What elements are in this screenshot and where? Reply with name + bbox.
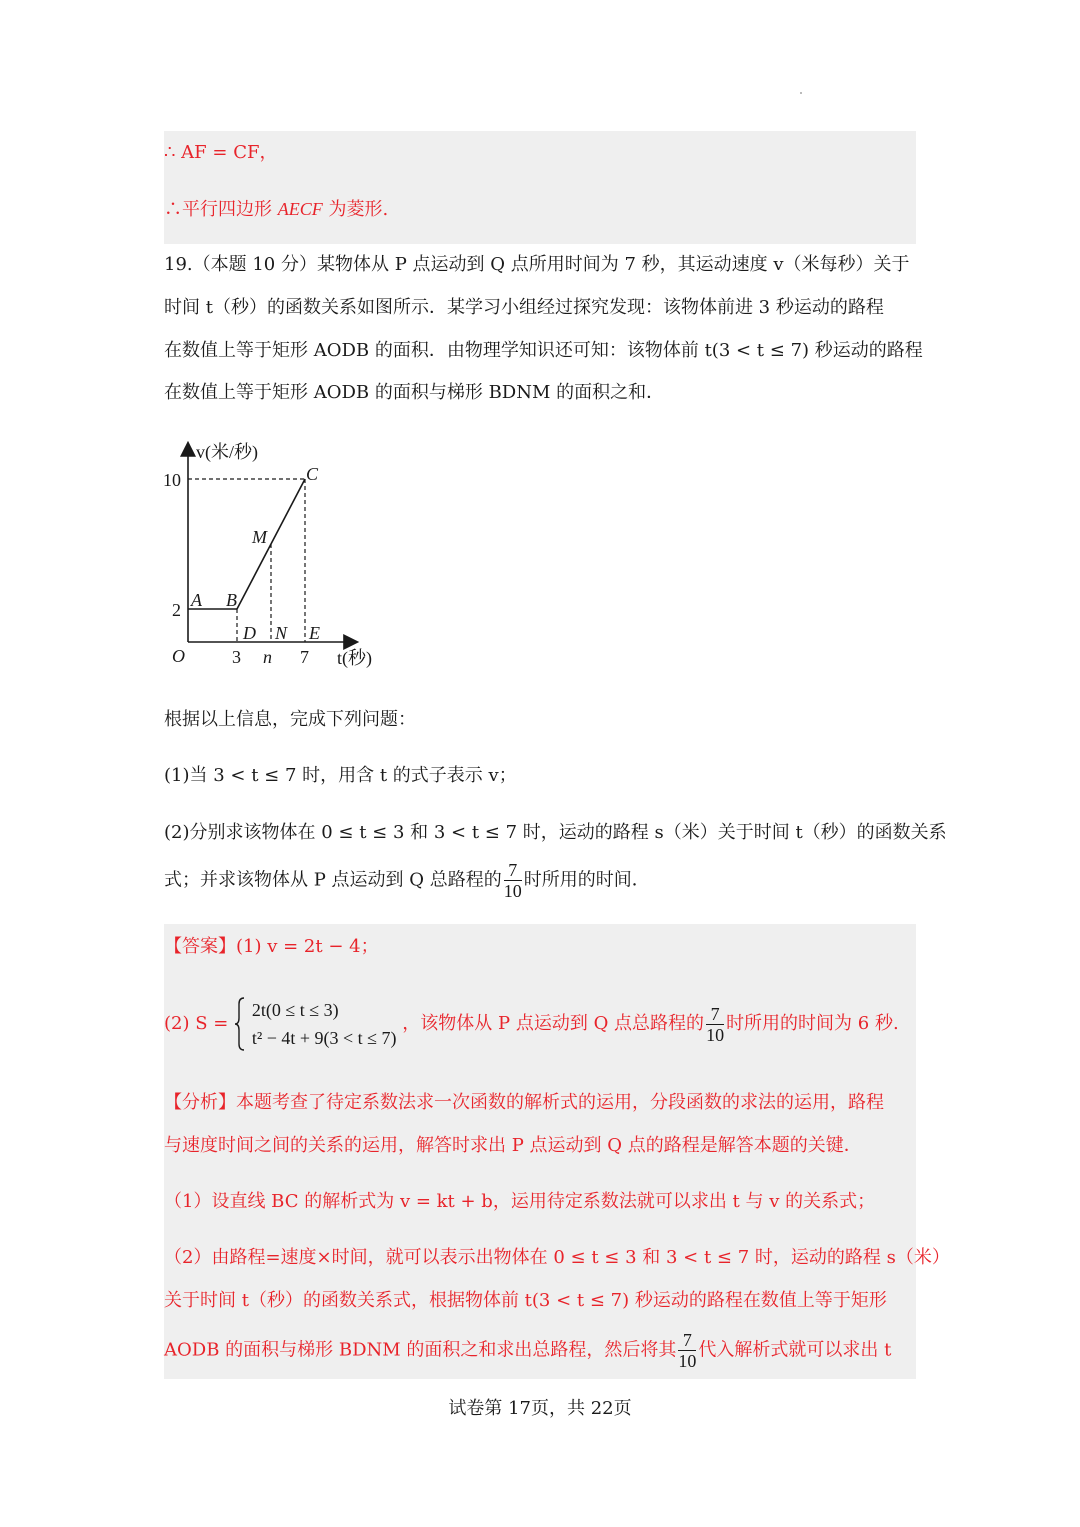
scan-speck [800,92,802,94]
analysis-line-4: （2）由路程=速度×时间，就可以表示出物体在 0 ≤ t ≤ 3 和 3 < t ≤ 7 时，运动的路程 s（米） [164,1247,950,1268]
answer-part-1: 【答案】(1) v = 2t − 4； [164,936,379,957]
x-axis-label: t(秒) [337,648,372,668]
point-label-n: N [275,623,288,643]
question-paragraph-line-2: 时间 t（秒）的函数关系如图所示．某学习小组经过探究发现：该物体前进 3 秒运动的路程 [164,297,884,318]
point-label-b: B [226,590,237,610]
fraction-seven-tenths: $\frac{7}{10}$ [678,1330,697,1371]
answer-tag: 【答案】 [164,936,236,957]
sub-question-2-line-2: 式；并求该物体从 P 点运动到 Q 总路程的 $\frac{7}{10}$ 时所用的时间． [164,860,650,901]
point-label-d: D [243,623,256,643]
y-tick-10: 10 [163,470,181,490]
analysis-line-1: 【分析】本题考查了待定系数法求一次函数的解析式的运用，分段函数的求法的运用，路程 [164,1092,884,1113]
point-label-c: C [306,464,319,484]
answer-part-2: (2) S = 2t(0 ≤ t ≤ 3) t² − 4t + 9(3 < t ≤ 7) ，该物体从 P 点运动到 Q 点总路程的 $\frac{7}{10}$ 时所用的时间为 6 秒. [164,996,899,1052]
analysis-line-6: AODB 的面积与梯形 BDNM 的面积之和求出总路程，然后将其 $\frac{7}{10}$ 代入解析式就可以求出 t [164,1330,892,1371]
point-label-e: E [309,623,320,643]
sub-questions-intro: 根据以上信息，完成下列问题： [164,709,416,730]
conclusion-line-2: ∴平行四边形 AECF 为菱形. [164,199,389,220]
piecewise-cases: 2t(0 ≤ t ≤ 3) t² − 4t + 9(3 < t ≤ 7) [251,1000,397,1048]
velocity-time-graph [160,430,390,675]
piecewise-brace [234,996,246,1052]
fraction-seven-tenths: $\frac{7}{10}$ [503,860,522,901]
x-tick-7: 7 [300,647,309,667]
page-footer: 试卷第 17页，共 22页 [448,1398,632,1419]
sub-question-2-line-1: (2)分别求该物体在 0 ≤ t ≤ 3 和 3 < t ≤ 7 时，运动的路程 s（米）关于时间 t（秒）的函数关系 [164,822,947,843]
origin-label: O [172,646,185,666]
y-axis-label: v(米/秒) [196,442,258,462]
x-tick-n: n [263,647,272,667]
analysis-line-2: 与速度时间之间的关系的运用，解答时求出 P 点运动到 Q 点的路程是解答本题的关键． [164,1135,862,1156]
point-label-m: M [252,527,267,547]
sub-question-1: (1)当 3 < t ≤ 7 时，用含 t 的式子表示 v； [164,765,517,786]
conclusion-line-1: ∴ AF = CF， [164,142,278,163]
analysis-line-3: （1）设直线 BC 的解析式为 v = kt + b，运用待定系数法就可以求出 t 与 v 的关系式； [164,1191,876,1212]
x-tick-3: 3 [232,647,241,667]
fraction-seven-tenths: $\frac{7}{10}$ [706,1003,725,1045]
question-paragraph-line-3: 在数值上等于矩形 AODB 的面积．由物理学知识还可知：该物体前 t(3 < t ≤ 7) 秒运动的路程 [164,340,923,361]
question-paragraph-line-4: 在数值上等于矩形 AODB 的面积与梯形 BDNM 的面积之和． [164,382,665,403]
question-paragraph-line-1: 19.（本题 10 分）某物体从 P 点运动到 Q 点所用时间为 7 秒，其运动速度 v（米每秒）关于 [164,254,910,275]
analysis-line-5: 关于时间 t（秒）的函数关系式，根据物体前 t(3 < t ≤ 7) 秒运动的路程在数值上等于矩形 [164,1290,887,1311]
point-label-a: A [191,590,202,610]
y-tick-2: 2 [172,600,181,620]
analysis-tag: 【分析】 [164,1092,236,1113]
